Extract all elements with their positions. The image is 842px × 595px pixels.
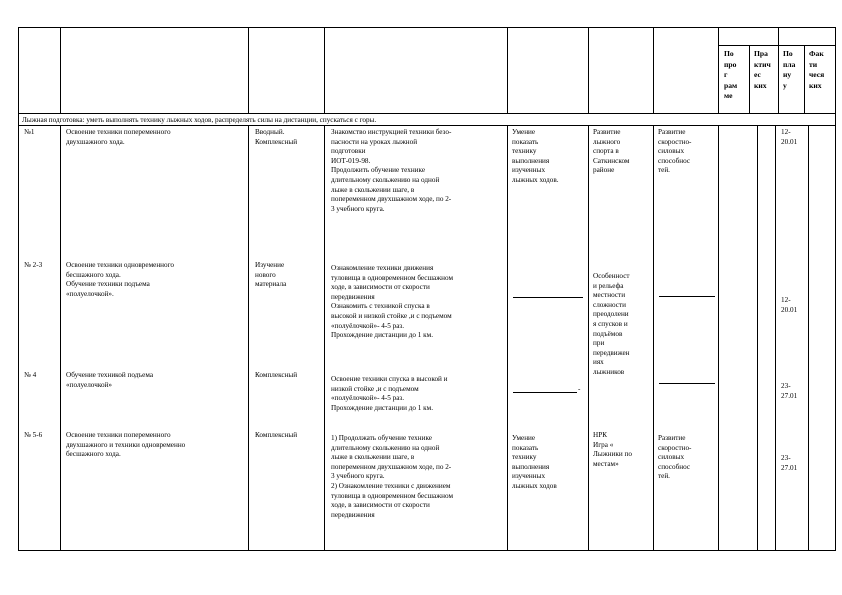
row1-content: Знакомство инструкцией техники безо- пасности на уроках лыжной подготовки ИОТ-019-98. Продолжить обучение технике длительному скольжению на одной лыже в скольжении шаге, в попеременном двухшажном ходе, по 2- 3 учебного круга. <box>331 128 452 213</box>
col-border <box>60 125 61 551</box>
row1-lesson-type: Вводный. Комплексный <box>255 128 298 146</box>
col-border <box>835 27 836 551</box>
header-subrow-line <box>718 45 836 46</box>
col-border <box>324 27 325 114</box>
row4-elements: НРК Игра « Лыжники по местам» <box>593 431 632 468</box>
col-border <box>718 125 719 551</box>
header-plan-dates-col: По пла ну у <box>783 49 796 90</box>
row1-elements: Развитие лыжного спорта в Саткинском районе <box>593 128 630 175</box>
col-border <box>588 27 589 114</box>
row3-dash: - <box>578 385 581 393</box>
row3-number: № 4 <box>24 371 37 379</box>
row4-dates: 23- 27.01 <box>781 454 798 472</box>
col-border <box>18 27 19 551</box>
row4-lesson-type: Комплексный <box>255 431 298 439</box>
section-bottom-border <box>18 125 836 126</box>
header-bottom-border <box>18 113 836 114</box>
row1-qualities: Развитие скоростно- силовых способнос тей. <box>658 128 692 175</box>
row2-number: № 2-3 <box>24 261 43 269</box>
row4-requirements: Умение показать технику выполнения изученных лыжных ходов <box>512 434 557 490</box>
col-border <box>653 125 654 551</box>
row3-qualities-blank <box>659 383 715 384</box>
header-fact-col: Фак ти чеся ких <box>809 49 825 90</box>
header-practice-col: Пра ктич ес ких <box>754 49 771 90</box>
row3-topic: Обучение техникой подъема «полуелочкой» <box>66 371 154 389</box>
col-border <box>507 125 508 551</box>
row4-number: № 5-6 <box>24 431 43 439</box>
col-border <box>757 125 758 551</box>
col-border <box>248 125 249 551</box>
row1-requirements: Умение показать технику выполнения изученных лыжных ходов. <box>512 128 559 184</box>
row2-elements: Особенност и рельефа местности сложности преодолени я спусков и подъёмов при передвижен иях лыжников <box>593 272 630 376</box>
col-border <box>653 27 654 114</box>
table-bottom-border <box>18 550 836 551</box>
col-border <box>248 27 249 114</box>
row2-topic: Освоение техники одновременного бесшажного хода. Обучение техники подъема «полуелочкой». <box>66 261 174 298</box>
row1-number: №1 <box>24 128 35 136</box>
col-border <box>588 125 589 551</box>
row2-dates: 12- 20.01 <box>781 296 798 314</box>
row2-lesson-type: Изучение нового материала <box>255 261 287 289</box>
table-top-border <box>18 27 836 28</box>
col-border <box>718 27 719 114</box>
row2-qualities-blank <box>659 296 715 297</box>
row3-requirements-blank <box>513 392 577 393</box>
col-border <box>808 125 809 551</box>
row3-content: Освоение техники спуска в высокой и низкой стойке ,и с подъемом «полуёлочкой»- 4-5 раз. Прохождение дистанции до 1 км. <box>331 375 448 412</box>
row2-requirements-blank <box>513 297 583 298</box>
row4-topic: Освоение техники попеременного двухшажного и техники одновременно бесшажного хода. <box>66 431 186 459</box>
row3-dates: 23- 27.01 <box>781 382 798 400</box>
col-border <box>778 27 779 114</box>
col-border <box>749 45 750 114</box>
row4-content: 1) Продолжать обучение технике длительному скольжению на одной лыже в скольжении шаге, в попеременном двухшажном ходе, по 2- 3 учебного круга. 2) Ознакомление техники с движением туловища в одновременном бесшажном ходе, в зависимости от скорости передвижения <box>331 434 454 519</box>
row2-content: Ознакомление техники движения туловища в одновременном бесшажном ходе, в зависимости от скорости передвижения Ознакомить с техникой спуска в высокой и низкой стойке ,и с подъемом «полуёлочкой»- 4-5 раз. Прохождение дистанции до 1 км. <box>331 264 454 340</box>
row1-dates: 12- 20.01 <box>781 128 798 146</box>
col-border <box>775 125 776 551</box>
section-title: Лыжная подготовка: уметь выполнять технику лыжных ходов, распределять силы на дистанции, спускаться с горы. <box>22 116 377 124</box>
col-border <box>324 125 325 551</box>
row4-qualities: Развитие скоростно- силовых способнос тей. <box>658 434 692 481</box>
col-border <box>60 27 61 114</box>
row1-topic: Освоение техники попеременного двухшажного хода. <box>66 128 171 146</box>
header-program-col: По про г рам ме <box>724 49 738 101</box>
row3-lesson-type: Комплексный <box>255 371 298 379</box>
col-border <box>507 27 508 114</box>
